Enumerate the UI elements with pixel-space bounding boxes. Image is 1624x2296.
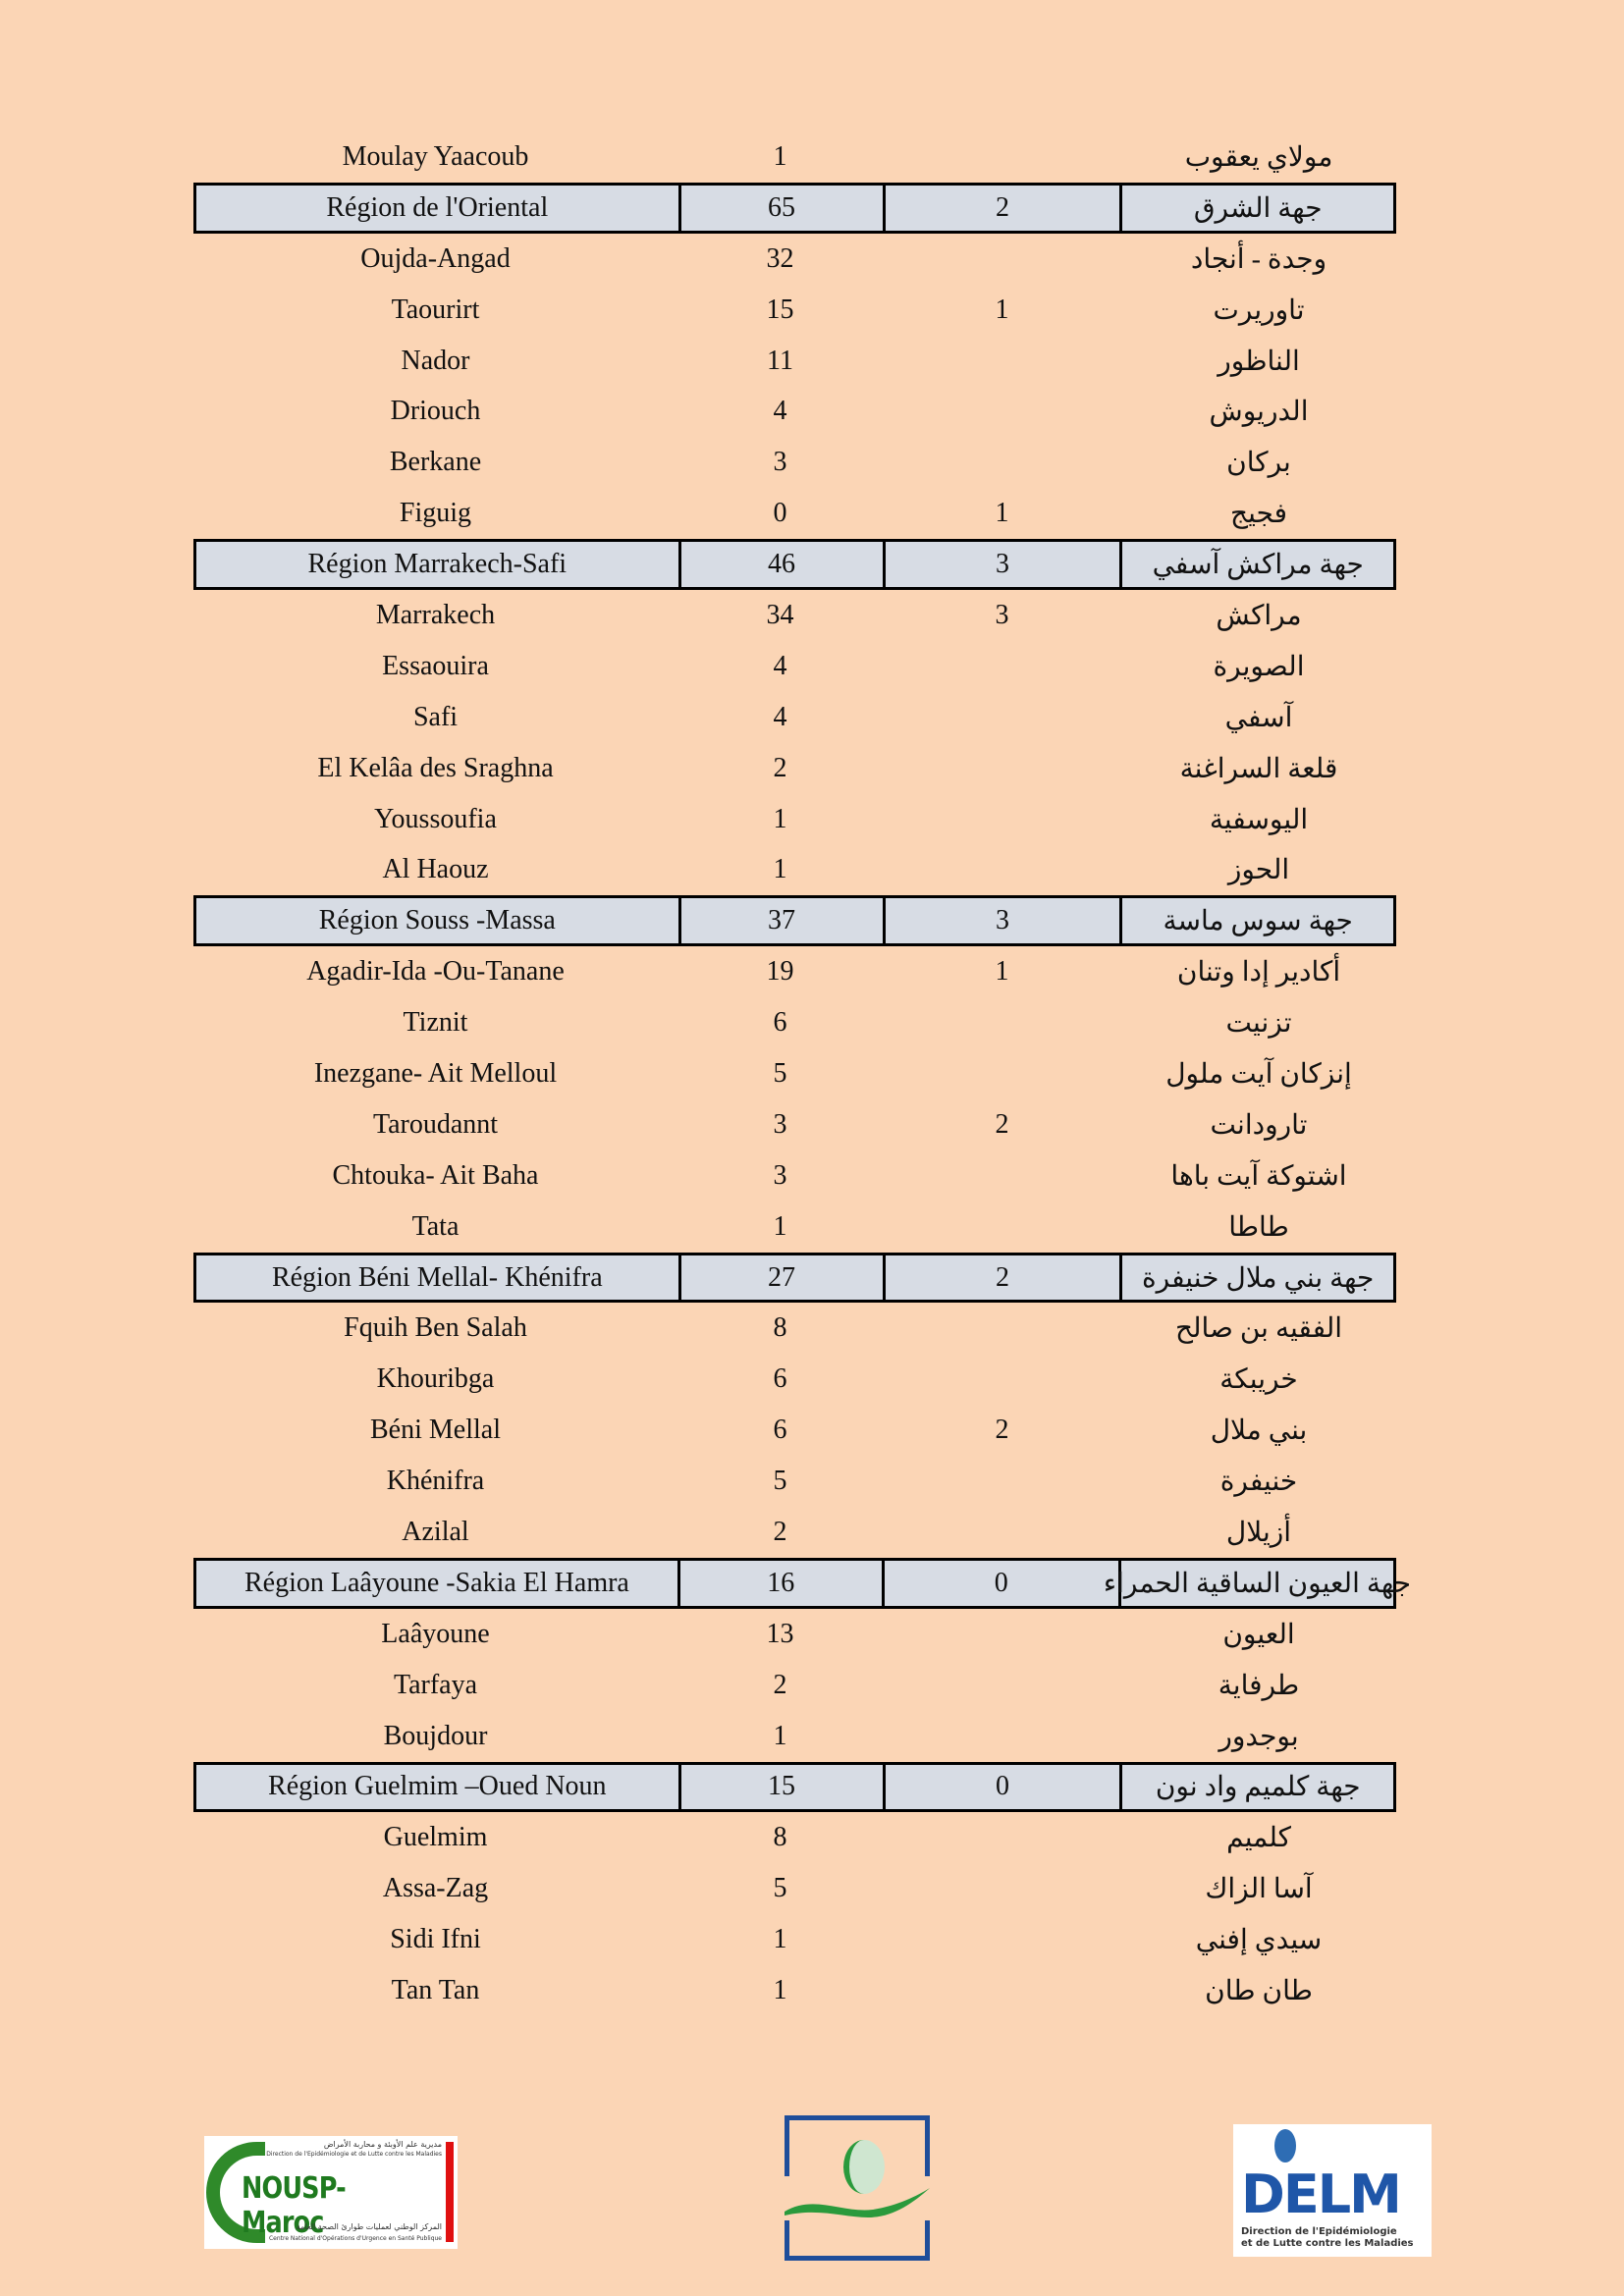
secondary-count-cell <box>883 794 1121 845</box>
province-row <box>193 590 1396 641</box>
name-ar-cell: آسا الزاك <box>1205 1874 1313 1905</box>
name-ar-cell: الحوز <box>1227 855 1290 886</box>
count-cell: 3 <box>773 1159 787 1191</box>
secondary-count-cell <box>883 1150 1121 1201</box>
name-fr-cell: Guelmim <box>383 1822 488 1853</box>
secondary-count-cell: 3 <box>995 599 1009 630</box>
logo-name: NOUSP-Maroc <box>242 2171 346 2240</box>
count-cell: 1 <box>773 1975 787 2005</box>
count-cell: 1 <box>773 1924 787 1955</box>
name-ar-cell: جهة الشرق <box>1119 186 1393 231</box>
name-fr-cell: Région Guelmim –Oued Noun <box>268 1771 607 1802</box>
province-row <box>193 794 1396 845</box>
count-cell: 15 <box>766 294 794 325</box>
name-fr-cell: Région Laâyoune -Sakia El Hamra <box>244 1567 629 1598</box>
name-fr-cell: Taourirt <box>391 294 480 325</box>
delm-logo <box>1233 2124 1432 2257</box>
province-row <box>193 1354 1396 1405</box>
count-cell: 2 <box>773 1669 787 1700</box>
name-ar-cell: أزيلال <box>1225 1517 1292 1548</box>
count-cell: 13 <box>766 1618 794 1649</box>
logo-text: Centre National d'Opérations d'Urgence en Santé Publique <box>268 2235 442 2242</box>
secondary-count-cell <box>883 437 1121 488</box>
count-cell: 37 <box>678 898 883 943</box>
count-cell: 4 <box>773 396 787 427</box>
secondary-count-cell <box>883 1812 1121 1863</box>
name-ar-cell: إنزكان آيت ملول <box>1165 1058 1352 1090</box>
secondary-count-cell <box>883 1863 1121 1914</box>
province-row <box>193 1863 1396 1914</box>
name-ar-cell: فجيج <box>1230 499 1287 530</box>
count-cell: 8 <box>773 1822 787 1853</box>
secondary-count-cell <box>883 1660 1121 1711</box>
secondary-count-cell <box>883 234 1121 285</box>
name-fr-cell: Agadir-Ida -Ou-Tanane <box>306 956 565 988</box>
name-ar-cell: اشتوكة آيت باها <box>1170 1160 1347 1192</box>
name-ar-cell: وجدة - أنجاد <box>1190 243 1327 275</box>
secondary-count-cell <box>883 1354 1121 1405</box>
count-cell: 11 <box>767 345 793 376</box>
name-fr-cell: Tan Tan <box>391 1975 480 2005</box>
region-row <box>193 539 1396 590</box>
name-fr-cell: Figuig <box>399 498 472 529</box>
secondary-count-cell <box>883 386 1121 437</box>
name-ar-cell: خريبكة <box>1219 1364 1298 1396</box>
province-row <box>193 692 1396 743</box>
name-fr-cell: Région de l'Oriental <box>326 191 549 223</box>
name-fr-cell: Laâyoune <box>381 1618 490 1649</box>
secondary-count-cell <box>883 336 1121 387</box>
name-ar-cell: جهة سوس ماسة <box>1119 898 1393 943</box>
name-ar-cell: كلميم <box>1226 1823 1291 1854</box>
count-cell: 1 <box>773 854 787 885</box>
name-fr-cell: Chtouka- Ait Baha <box>332 1159 539 1191</box>
name-fr-cell: Sidi Ifni <box>390 1924 481 1955</box>
name-fr-cell: Tiznit <box>403 1007 468 1039</box>
name-fr-cell: Al Haouz <box>382 854 489 885</box>
name-ar-cell: جهة كلميم واد نون <box>1119 1765 1393 1810</box>
name-ar-cell: بوجدور <box>1218 1721 1299 1752</box>
secondary-count-cell <box>883 1507 1121 1558</box>
region-row <box>193 1762 1396 1813</box>
province-row <box>193 132 1396 183</box>
name-fr-cell: Safi <box>412 701 459 732</box>
region-row <box>193 183 1396 234</box>
name-ar-cell: قلعة السراغنة <box>1179 753 1338 784</box>
secondary-count-cell: 3 <box>883 898 1120 943</box>
province-row <box>193 336 1396 387</box>
region-row <box>193 1253 1396 1304</box>
province-row <box>193 1965 1396 2016</box>
name-fr-cell: Essaouira <box>382 650 489 681</box>
secondary-count-cell: 1 <box>995 956 1009 988</box>
count-cell: 4 <box>773 701 787 732</box>
secondary-count-cell <box>883 1914 1121 1965</box>
count-cell: 15 <box>678 1765 883 1810</box>
count-cell: 5 <box>773 1057 787 1089</box>
name-fr-cell: Boujdour <box>383 1720 488 1751</box>
count-cell: 2 <box>773 752 787 783</box>
province-row <box>193 1609 1396 1660</box>
province-row <box>193 1405 1396 1456</box>
name-ar-cell: آسفي <box>1224 702 1293 733</box>
name-fr-cell: Taroudannt <box>372 1108 499 1140</box>
name-ar-cell: مولاي يعقوب <box>1184 141 1333 173</box>
secondary-count-cell: 2 <box>883 186 1120 231</box>
secondary-count-cell <box>883 1048 1121 1099</box>
name-fr-cell: Nador <box>401 345 470 376</box>
secondary-count-cell <box>883 1303 1121 1354</box>
count-cell: 65 <box>678 186 883 231</box>
count-cell: 8 <box>773 1312 787 1344</box>
name-fr-cell: Oujda-Angad <box>360 242 511 274</box>
name-fr-cell: Youssoufia <box>374 803 497 834</box>
count-cell: 6 <box>773 1007 787 1039</box>
name-fr-cell: Driouch <box>390 396 481 427</box>
name-fr-cell: Khénifra <box>386 1466 485 1497</box>
secondary-count-cell: 0 <box>882 1561 1118 1606</box>
secondary-count-cell: 3 <box>883 542 1120 587</box>
secondary-count-cell: 2 <box>883 1255 1120 1301</box>
name-ar-cell: الفقيه بن صالح <box>1174 1313 1343 1345</box>
name-fr-cell: Moulay Yaacoub <box>342 140 529 172</box>
name-ar-cell: تزنيت <box>1225 1008 1292 1040</box>
region-row <box>193 895 1396 946</box>
name-fr-cell: Khouribga <box>376 1363 495 1395</box>
secondary-count-cell <box>883 844 1121 895</box>
logo-text: Direction de l'Epidémiologie <box>1241 2226 1397 2237</box>
province-row <box>193 1099 1396 1150</box>
count-cell: 5 <box>773 1873 787 1904</box>
name-ar-cell: خنيفرة <box>1219 1467 1298 1498</box>
name-fr-cell: Azilal <box>402 1516 469 1547</box>
logo-text: et de Lutte contre les Maladies <box>1241 2238 1414 2249</box>
name-fr-cell: Berkane <box>389 447 482 478</box>
count-cell: 1 <box>773 1720 787 1751</box>
secondary-count-cell <box>883 1965 1121 2016</box>
count-cell: 6 <box>773 1415 787 1446</box>
secondary-count-cell <box>883 997 1121 1048</box>
count-cell: 1 <box>773 803 787 834</box>
name-ar-cell: اليوسفية <box>1209 804 1309 835</box>
secondary-count-cell: 2 <box>995 1415 1009 1446</box>
count-cell: 1 <box>773 140 787 172</box>
name-ar-cell: بركان <box>1226 448 1291 479</box>
name-ar-cell: طان طان <box>1205 1976 1313 2006</box>
name-ar-cell: الدريوش <box>1209 397 1309 428</box>
count-cell: 32 <box>766 242 794 274</box>
name-ar-cell: بني ملال <box>1210 1415 1308 1447</box>
name-ar-cell: مراكش <box>1216 600 1302 631</box>
count-cell: 0 <box>773 498 787 529</box>
province-row <box>193 844 1396 895</box>
logo-text: Direction de l'Epidémiologie et de Lutte contre les Maladies <box>266 2151 442 2158</box>
secondary-count-cell <box>883 132 1121 183</box>
name-ar-cell: أكادير إدا وتنان <box>1176 957 1341 988</box>
province-row <box>193 1660 1396 1711</box>
logo-text: مديرية علم الأوبئة و محاربة الأمراض <box>323 2140 442 2149</box>
name-fr-cell: Béni Mellal <box>370 1415 501 1446</box>
name-fr-cell: Tata <box>411 1210 460 1242</box>
province-row <box>193 234 1396 285</box>
province-row <box>193 1303 1396 1354</box>
count-cell: 2 <box>773 1516 787 1547</box>
province-row <box>193 386 1396 437</box>
secondary-count-cell <box>883 1201 1121 1253</box>
count-cell: 34 <box>766 599 794 630</box>
logo-name: DELM <box>1241 2163 1400 2225</box>
name-ar-cell: تاوريرت <box>1213 294 1305 326</box>
name-ar-cell: الصويرة <box>1213 651 1305 682</box>
name-ar-cell: طرفاية <box>1218 1670 1300 1701</box>
count-cell: 16 <box>677 1561 882 1606</box>
name-ar-cell: جهة مراكش آسفي <box>1119 542 1393 587</box>
name-fr-cell: Inezgane- Ait Melloul <box>313 1057 558 1089</box>
secondary-count-cell <box>883 743 1121 794</box>
count-cell: 1 <box>773 1210 787 1242</box>
province-row <box>193 946 1396 997</box>
secondary-count-cell: 1 <box>995 498 1009 529</box>
count-cell: 27 <box>678 1255 883 1301</box>
name-fr-cell: Région Marrakech-Safi <box>307 549 568 580</box>
province-row <box>193 1812 1396 1863</box>
count-cell: 3 <box>773 447 787 478</box>
secondary-count-cell <box>883 1711 1121 1762</box>
secondary-count-cell <box>883 692 1121 743</box>
name-ar-cell: سيدي إفني <box>1195 1925 1323 1956</box>
province-row <box>193 285 1396 336</box>
province-row <box>193 641 1396 692</box>
count-cell: 4 <box>773 650 787 681</box>
province-row <box>193 437 1396 488</box>
secondary-count-cell <box>883 1456 1121 1507</box>
province-row <box>193 1456 1396 1507</box>
name-fr-cell: Région Souss -Massa <box>318 905 556 936</box>
count-cell: 3 <box>773 1108 787 1140</box>
secondary-count-cell <box>883 641 1121 692</box>
province-row <box>193 1507 1396 1558</box>
province-row <box>193 1711 1396 1762</box>
cases-by-region-table <box>193 132 1412 2016</box>
province-row <box>193 997 1396 1048</box>
name-ar-cell: تارودانت <box>1210 1109 1308 1141</box>
province-row <box>193 1150 1396 1201</box>
name-ar-cell: جهة بني ملال خنيفرة <box>1119 1255 1393 1301</box>
logo-text: المركز الوطني لعمليات طوارئ الصحة العامة <box>296 2222 442 2231</box>
name-ar-cell: طاطا <box>1228 1211 1289 1243</box>
count-cell: 6 <box>773 1363 787 1395</box>
count-cell: 46 <box>678 542 883 587</box>
name-fr-cell: Assa-Zag <box>382 1873 489 1904</box>
secondary-count-cell: 0 <box>883 1765 1120 1810</box>
ministry-of-health-logo <box>785 2115 930 2261</box>
name-fr-cell: Tarfaya <box>393 1669 478 1700</box>
province-row <box>193 488 1396 539</box>
name-ar-cell: جهة العيون الساقية الحمراء <box>1118 1561 1393 1606</box>
region-row <box>193 1558 1412 1609</box>
province-row <box>193 1914 1396 1965</box>
count-cell: 5 <box>773 1466 787 1497</box>
secondary-count-cell: 2 <box>995 1108 1009 1140</box>
name-ar-cell: الناظور <box>1218 346 1300 377</box>
name-fr-cell: Marrakech <box>375 599 496 630</box>
province-row <box>193 1201 1396 1253</box>
province-row <box>193 743 1396 794</box>
count-cell: 19 <box>766 956 794 988</box>
nousp-maroc-logo <box>204 2136 458 2249</box>
name-fr-cell: Région Béni Mellal- Khénifra <box>271 1261 603 1293</box>
province-row <box>193 1048 1396 1099</box>
name-fr-cell: El Kelâa des Sraghna <box>317 752 554 783</box>
secondary-count-cell: 1 <box>995 294 1009 325</box>
name-ar-cell: العيون <box>1222 1619 1295 1650</box>
secondary-count-cell <box>883 1609 1121 1660</box>
name-fr-cell: Fquih Ben Salah <box>344 1312 527 1344</box>
